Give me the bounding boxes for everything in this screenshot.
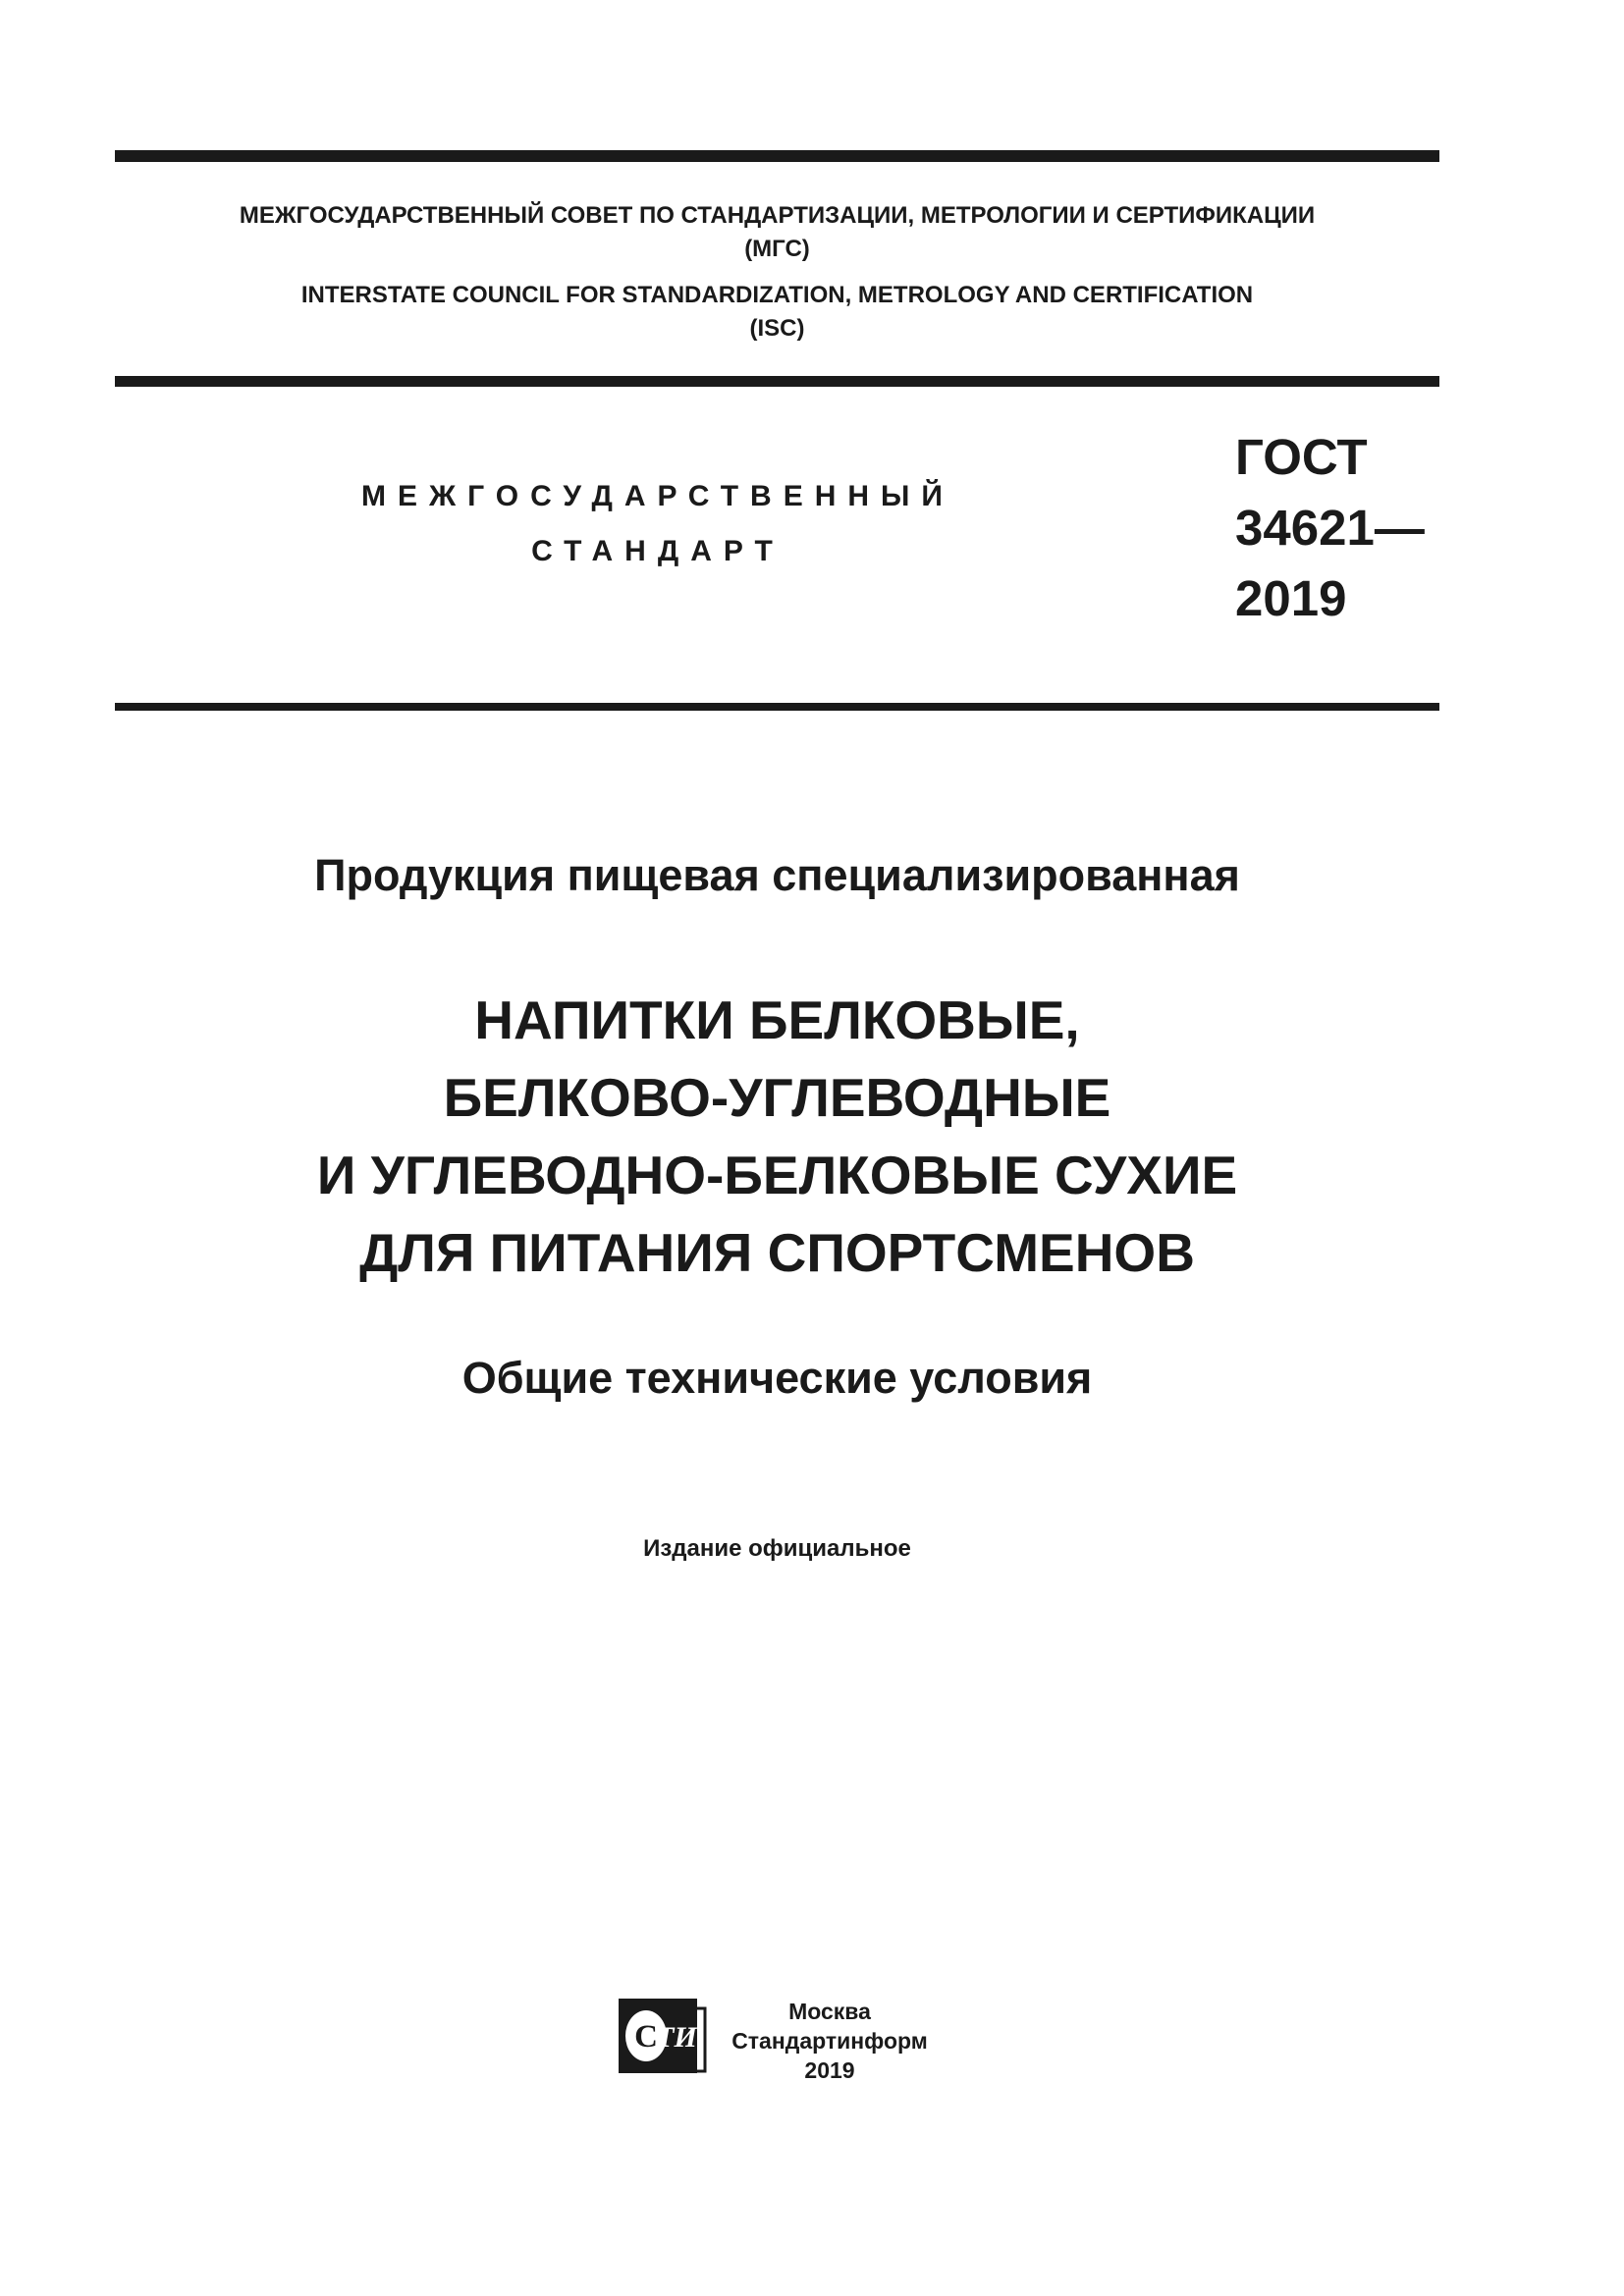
publisher-city: Москва	[788, 1999, 871, 2024]
standard-designation	[1235, 422, 1425, 634]
title-line: ДЛЯ ПИТАНИЯ СПОРТСМЕНОВ	[359, 1222, 1195, 1283]
standartinform-logo-icon	[617, 1997, 707, 2075]
product-category: Продукция пищевая специализированная	[314, 850, 1240, 900]
publisher-name: Стандартинформ	[731, 2028, 928, 2054]
title-line: И УГЛЕВОДНО-БЕЛКОВЫЕ СУХИЕ	[316, 1145, 1238, 1205]
standard-type	[295, 469, 1021, 579]
council-en-line1: INTERSTATE COUNCIL FOR STANDARDIZATION, METROLOGY AND CERTIFICATION	[300, 282, 1254, 308]
standard-type-line2: СТАНДАРТ	[531, 535, 785, 567]
publisher-info	[731, 1997, 928, 2085]
document-title	[115, 982, 1439, 1292]
logo-text-s: С	[634, 2019, 658, 2055]
edition-note: Издание официальное	[643, 1535, 911, 1562]
council-ru-line1: МЕЖГОСУДАРСТВЕННЫЙ СОВЕТ ПО СТАНДАРТИЗАЦИИ, МЕТРОЛОГИИ И СЕРТИФИКАЦИИ	[239, 202, 1316, 229]
council-name-ru	[115, 199, 1439, 266]
designation-line2: 34621—	[1235, 500, 1425, 556]
designation-line3: 2019	[1235, 570, 1347, 626]
title-line: НАПИТКИ БЕЛКОВЫЕ,	[474, 989, 1080, 1050]
title-line: БЕЛКОВО-УГЛЕВОДНЫЕ	[443, 1067, 1111, 1128]
top-divider	[115, 150, 1439, 162]
document-subtitle: Общие технические условия	[461, 1353, 1093, 1403]
logo-text-ti: ТИ	[656, 2021, 697, 2054]
title-block-divider	[115, 703, 1439, 711]
designation-line1: ГОСТ	[1235, 429, 1368, 485]
standard-type-line1: МЕЖГОСУДАРСТВЕННЫЙ	[361, 480, 954, 512]
publisher-year: 2019	[804, 2057, 855, 2083]
council-en-line2: (ISC)	[749, 315, 805, 342]
council-ru-line2: (МГС)	[744, 236, 810, 262]
header-divider	[115, 376, 1439, 387]
council-name-en	[115, 279, 1439, 346]
